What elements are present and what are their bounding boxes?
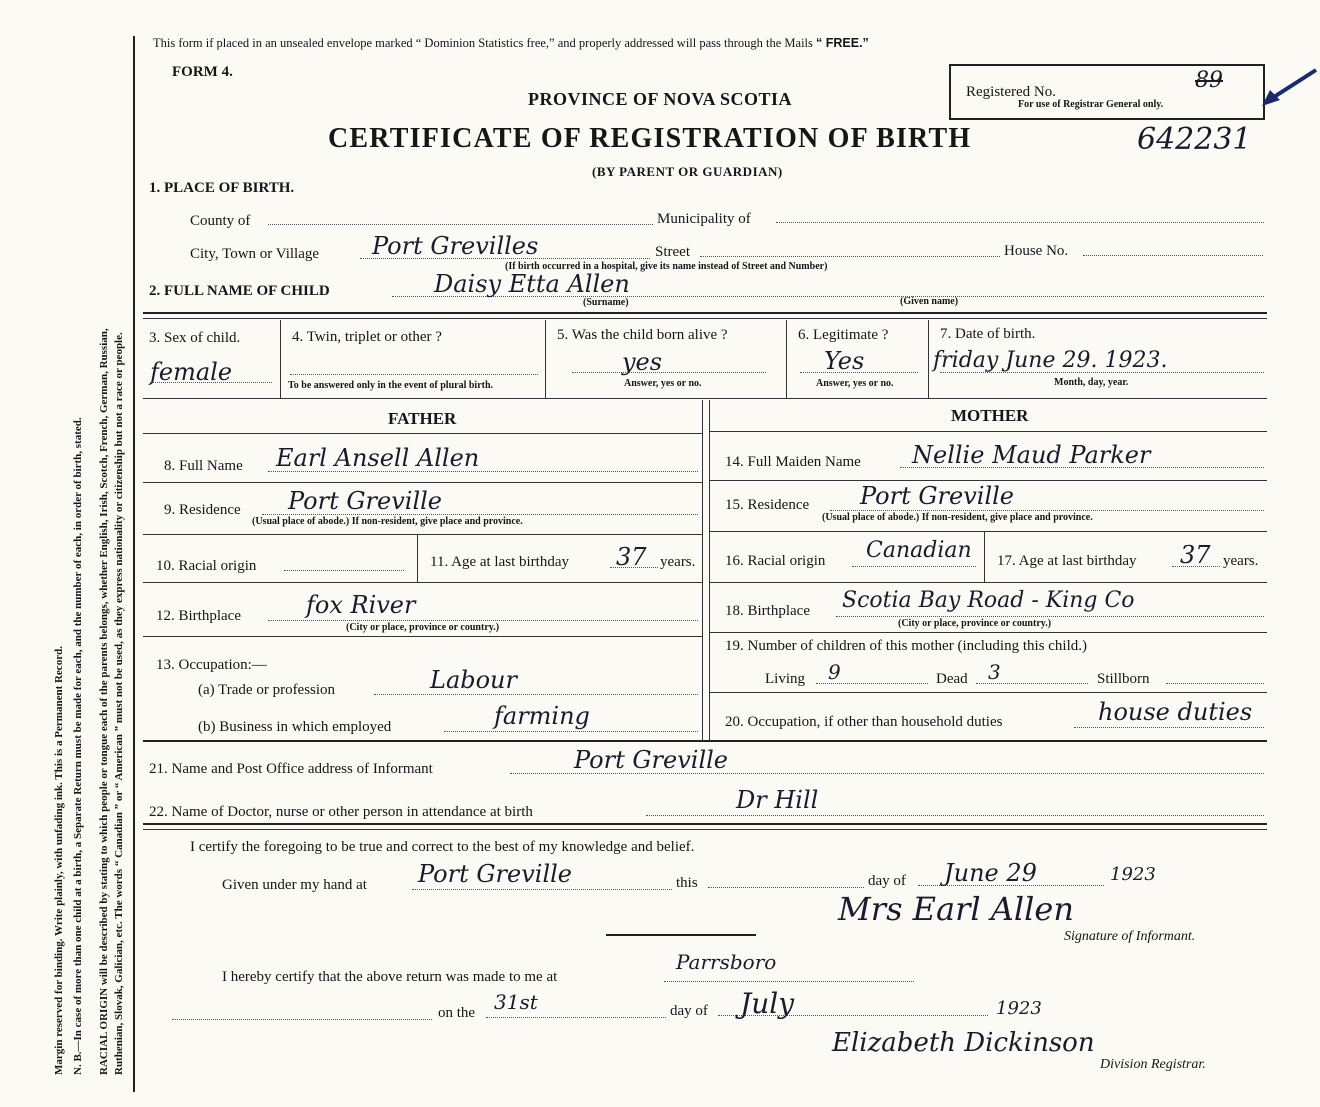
father-age-value: 37 [616,543,647,571]
mother-age-value: 37 [1180,541,1211,569]
mother-residence-note: (Usual place of abode.) If non-resident, give place and province. [822,512,1093,523]
mother-racial-value: Canadian [866,538,972,563]
certificate-number: 642231 [1137,122,1252,157]
binding-margin-note: Margin reserved for binding. Write plainly, with unfading ink. This is a Permanent Record. [53,646,65,1075]
stillborn-label: Stillborn [1097,671,1150,687]
dead-value: 3 [988,660,1001,684]
signature-rule [606,934,756,936]
twin-note: To be answered only in the event of plural birth. [288,380,494,391]
dead-label: Dead [936,671,968,687]
mother-birthplace-value: Scotia Bay Road - King Co [842,588,1135,613]
city-value: Port Grevilles [372,232,539,260]
this-day-field [708,887,864,888]
mother-racial-field [852,566,976,567]
dob-label: 7. Date of birth. [940,326,1036,342]
father-birthplace-value: fox River [306,591,416,619]
return-day-field [486,1017,666,1018]
father-residence-note: (Usual place of abode.) If non-resident, give place and province. [252,516,523,527]
sex-value: female [150,358,233,386]
doctor-label: 22. Name of Doctor, nurse or other person in attendance at birth [149,804,533,820]
province-title: PROVINCE OF NOVA SCOTIA [528,89,793,109]
municipality-label: Municipality of [657,211,751,227]
hospital-note: (If birth occurred in a hospital, give its name instead of Street and Number) [505,261,828,272]
row-rule [709,582,1267,583]
dob-field [940,372,1264,373]
surname-note: (Surname) [583,297,629,308]
trade-field [374,694,698,695]
cell-divider [280,320,281,398]
racial-origin-note-cont: Ruthenian, Slovak, Galician, etc. The words “ Canadian ” or “ American ” must not be used, as they express nationality or citizenship but not a race or people. [113,332,125,1075]
given-place-value: Port Greville [418,860,573,888]
page-title: CERTIFICATE OF REGISTRATION OF BIRTH [328,123,972,154]
mother-birthplace-label: 18. Birthplace [725,603,810,619]
mother-residence-label: 15. Residence [725,497,810,513]
cell-divider [786,320,787,398]
returned-label: I hereby certify that the above return was made to me at [222,969,558,985]
sex-label: 3. Sex of child. [149,330,241,346]
page-subtitle: (BY PARENT OR GUARDIAN) [592,164,783,179]
returned-place-value: Parrsboro [676,950,777,974]
alive-field [572,372,766,373]
street-field [700,256,1000,257]
legitimate-label: 6. Legitimate ? [798,327,889,343]
father-birthplace-field [268,620,698,621]
section-rule [143,823,1267,825]
day-of-label-2: day of [670,1003,708,1019]
mother-residence-field [830,510,1264,511]
city-label: City, Town or Village [190,246,320,262]
children-label: 19. Number of children of this mother (including this child.) [725,638,1088,654]
legitimate-field [800,372,918,373]
informant-signature-caption: Signature of Informant. [1064,929,1196,944]
row-rule [143,582,702,583]
cell-divider [417,534,418,582]
mother-name-value: Nellie Maud Parker [912,441,1151,469]
return-year-value: 1923 [996,998,1042,1019]
mother-name-label: 14. Full Maiden Name [725,454,861,470]
living-value: 9 [828,660,841,684]
father-residence-label: 9. Residence [164,502,241,518]
county-field [268,224,653,225]
house-field [1083,255,1263,256]
row-rule [709,531,1267,532]
street-label: Street [655,244,690,260]
row-rule [143,636,702,637]
father-name-value: Earl Ansell Allen [276,444,480,472]
mother-years: years. [1223,553,1259,569]
certify-statement: I certify the foregoing to be true and correct to the best of my knowledge and belief. [190,839,695,855]
row-rule [143,534,702,535]
father-heading: FATHER [388,409,457,428]
registrar-signature: Elizabeth Dickinson [832,1028,1095,1058]
registrar-caption: Division Registrar. [1100,1057,1206,1072]
father-name-label: 8. Full Name [164,458,243,474]
informant-signature: Mrs Earl Allen [838,890,1074,928]
row-rule [709,480,1267,481]
cell-divider [545,320,546,398]
arrow-mark [1258,66,1318,112]
column-divider [709,400,710,740]
return-day-lead [172,1019,432,1020]
dob-value: friday June 29. 1923. [933,348,1168,373]
mother-occupation-field [1074,727,1264,728]
mother-birthplace-note: (City or place, province or country.) [898,618,1052,629]
mail-note: This form if placed in an unsealed envelope marked “ Dominion Statistics free,” and properly addressed will pass through the Mails “ FREE.” [153,36,869,50]
cell-divider [928,320,929,398]
row-rule [143,433,702,434]
stillborn-field [1166,683,1264,684]
form-number: FORM 4. [172,64,233,80]
legitimate-value: Yes [824,347,865,375]
twin-label: 4. Twin, triplet or other ? [292,329,442,345]
sex-field [150,382,272,383]
on-the-label: on the [438,1005,476,1021]
mother-birthplace-field [836,616,1264,617]
mother-occupation-value: house duties [1098,698,1253,726]
mother-age-label: 17. Age at last birthday [997,553,1137,569]
child-name-label: 2. FULL NAME OF CHILD [149,283,330,299]
registered-number: 89 [1195,68,1223,93]
informant-value: Port Greville [574,746,729,774]
alive-note: Answer, yes or no. [624,378,702,389]
plural-birth-note: N. B.—In case of more than one child at a birth, a Separate Return must be made for each, and the number of each, in order of birth, stated. [72,417,84,1075]
section-rule [143,318,1267,319]
doctor-field [646,815,1264,816]
section-rule [143,398,1267,399]
living-label: Living [765,671,805,687]
business-value: farming [494,702,590,730]
this-label: this [676,875,698,891]
row-rule [709,632,1267,633]
day-of-label: day of [868,873,906,889]
trade-value: Labour [430,666,517,694]
father-residence-value: Port Greville [288,487,443,515]
mother-residence-value: Port Greville [860,482,1015,510]
alive-value: yes [622,348,663,376]
house-label: House No. [1004,243,1069,259]
given-place-field [412,889,672,890]
given-year-value: 1923 [1110,864,1156,885]
given-date-value: June 29 [944,859,1037,887]
father-racial-label: 10. Racial origin [156,558,257,574]
municipality-field [776,222,1264,223]
return-day-value: 31st [494,990,538,1014]
trade-label: (a) Trade or profession [198,682,336,698]
mother-heading: MOTHER [951,406,1029,425]
section-rule [143,740,1267,742]
mother-occupation-label: 20. Occupation, if other than household duties [725,714,1003,730]
father-occupation-label: 13. Occupation:— [156,657,267,673]
racial-origin-note: RACIAL ORIGIN will be described by stating to which people or tongue each of the parents belongs, whether English, Irish, Scotch, French, German, Russian, [98,328,110,1075]
section-rule [143,312,1267,314]
father-birthplace-note: (City or place, province or country.) [346,622,500,633]
child-name-value: Daisy Etta Allen [434,270,630,298]
given-label: Given under my hand at [222,877,367,893]
registrar-note: For use of Registrar General only. [1018,99,1164,110]
row-rule [709,692,1267,693]
county-label: County of [190,213,251,229]
row-rule [709,431,1267,432]
registered-label: Registered No. [966,84,1056,100]
mother-racial-label: 16. Racial origin [725,553,826,569]
twin-field [290,374,538,375]
alive-label: 5. Was the child born alive ? [557,327,728,343]
dob-note: Month, day, year. [1054,377,1129,388]
doctor-value: Dr Hill [736,786,819,814]
section-rule [143,829,1267,830]
margin-rule [133,36,135,1092]
father-birthplace-label: 12. Birthplace [156,608,241,624]
business-label: (b) Business in which employed [198,719,392,735]
father-age-label: 11. Age at last birthday [430,554,569,570]
father-racial-field [284,570,404,571]
place-of-birth-heading: 1. PLACE OF BIRTH. [149,180,295,196]
legitimate-note: Answer, yes or no. [816,378,894,389]
cell-divider [984,531,985,582]
returned-place-field [664,981,914,982]
return-month-value: July [740,987,795,1020]
column-divider [702,400,703,740]
row-rule [143,482,702,483]
given-name-note: (Given name) [900,296,959,307]
informant-label: 21. Name and Post Office address of Informant [149,761,433,777]
father-years: years. [660,554,696,570]
business-field [444,731,698,732]
